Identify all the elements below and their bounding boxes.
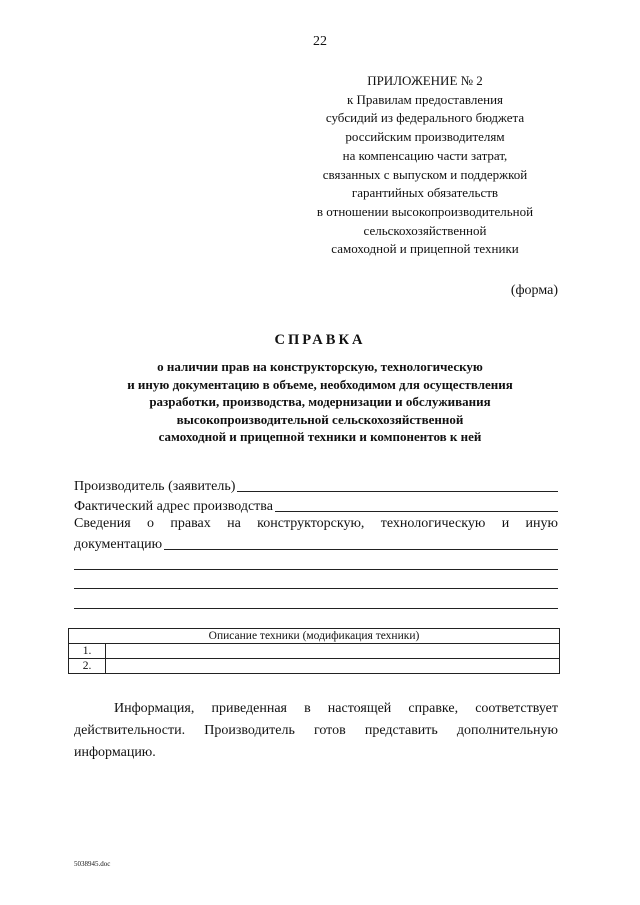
page-number: 22 [313,34,327,49]
footer-code: 5038945.doc [74,860,111,868]
blank-input-line[interactable] [74,569,558,570]
statement-paragraph: Информация, приведенная в настоящей справке, соответствует действительности. Производитель готов представить дополнительную информацию. [74,701,558,760]
table-row [69,659,560,674]
appendix-line: самоходной и прицепной техники [331,241,519,257]
manufacturer-input-line[interactable] [237,477,558,492]
rights-label-line2: документацию [74,537,163,552]
appendix-line: субсидий из федерального бюджета [325,110,525,126]
appendix-line: на компенсацию части затрат, [342,147,508,163]
document-title: СПРАВКА [274,332,366,348]
appendix-line: гарантийных обязательств [351,185,499,201]
manufacturer-field [74,477,558,495]
appendix-line: в отношении высокопроизводительной [316,203,534,219]
address-input-line[interactable] [275,497,558,512]
row-cell[interactable] [106,644,560,659]
table-header-row [69,629,560,644]
row-number: 2. [69,659,106,674]
rights-field [74,535,558,553]
subtitle-line: самоходной и прицепной техники и компонентов к ней [158,429,482,444]
appendix-line: ПРИЛОЖЕНИЕ № 2 [367,73,483,88]
document-subtitle [60,358,580,446]
subtitle-line: разработки, производства, модернизации и обслуживания [149,394,491,409]
appendix-line: к Правилам предоставления [346,91,504,107]
appendix-line: сельскохозяйственной [363,222,487,238]
appendix-line: связанных с выпуском и поддержкой [322,166,528,182]
appendix-line: российским производителям [345,129,505,145]
row-cell[interactable] [106,659,560,674]
subtitle-line: о наличии прав на конструкторскую, технологическую [157,359,483,374]
table-header: Описание техники (модификация техники) [69,629,560,644]
appendix-block [290,72,560,259]
blank-input-line[interactable] [74,608,558,609]
address-label: Фактический адрес производства [74,499,273,514]
address-field [74,497,558,515]
rights-label-line1: Сведения о правах на конструкторскую, технологическую и иную [74,516,558,531]
subtitle-line: и иную документацию в объеме, необходимом для осуществления [127,376,513,392]
blank-input-line[interactable] [74,588,558,589]
table-row [69,644,560,659]
rights-input-line[interactable] [164,535,558,550]
subtitle-line: высокопроизводительной сельскохозяйственной [176,411,464,427]
row-number: 1. [69,644,106,659]
form-label: (форма) [510,283,558,298]
manufacturer-label: Производитель (заявитель) [74,479,236,494]
technique-table [68,628,560,674]
